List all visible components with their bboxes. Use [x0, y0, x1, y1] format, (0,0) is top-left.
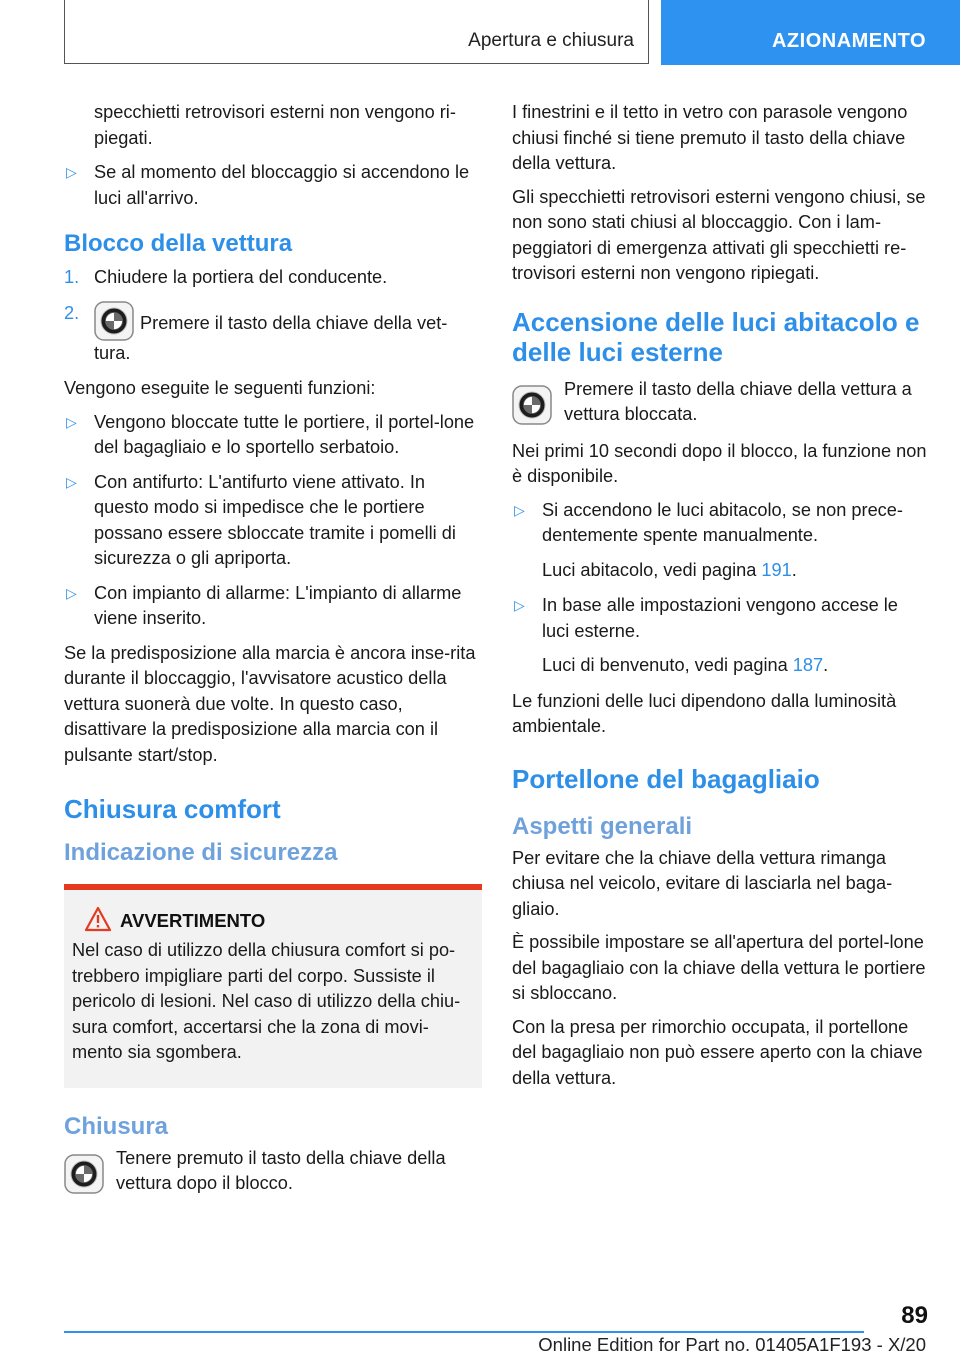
steps-list	[64, 265, 482, 366]
warning-title-text: AVVERTIMENTO	[120, 910, 266, 931]
ref-dot: .	[823, 655, 829, 675]
page-link-191[interactable]: 191	[761, 559, 792, 580]
bullet-list-continued	[64, 100, 482, 211]
right-column	[512, 100, 928, 1099]
warning-text: Nel caso di utilizzo della chiusura comfort si po-trebbero impigliare parti del corpo. Sussiste il pericolo di lesioni. Nel caso di utilizzo della chiu-sura comfort, accertarsi che la zona di movi-mento sia sgombera.	[72, 940, 461, 1062]
list-item	[64, 100, 482, 151]
bullet-triangle-icon: ▷	[66, 473, 77, 490]
ref-luci-abitacolo	[512, 558, 928, 584]
bmw-key-icon	[94, 301, 134, 341]
ref-dot: .	[791, 559, 797, 580]
page-number: 89	[901, 1302, 928, 1329]
bullet-text: specchietti retrovisori esterni non vengono ri-piegati.	[94, 102, 456, 148]
list-item	[64, 581, 482, 632]
step-text: Chiudere la portiera del conducente.	[94, 267, 388, 287]
predisposizione-paragraph: Se la predisposizione alla marcia è ancora inse-rita durante il bloccaggio, l'avvisatore acustico della vettura suonerà due volte. In questo caso, disattivare la predisposizione alla marcia con il pulsante start/stop.	[64, 642, 476, 765]
aspetti-paragraph-1: Per evitare che la chiave della vettura rimanga chiusa nel veicolo, evitare di lasciarla nel baga-gliaio.	[512, 847, 893, 919]
list-item	[64, 470, 482, 572]
section-title: Apertura e chiusura	[468, 30, 634, 51]
finestrini-paragraph: I finestrini e il tetto in vetro con parasole vengono chiusi finché si tiene premuto il tasto della chiave della vettura.	[512, 102, 908, 173]
bullet-text: Con impianto di allarme: L'impianto di allarme viene inserito.	[94, 582, 462, 628]
step-number: 1.	[64, 267, 80, 287]
heading-chiusura-comfort: Chiusura comfort	[64, 794, 281, 824]
aspetti-paragraph-3: Con la presa per rimorchio occupata, il portellone del bagagliaio non può essere aperto con la chiave della vettura.	[512, 1016, 923, 1088]
primi-10-secondi: Nei primi 10 secondi dopo il blocco, la funzione non è disponibile.	[512, 440, 927, 486]
bullet-triangle-icon: ▷	[66, 164, 77, 180]
warning-triangle-icon	[84, 906, 112, 932]
heading-blocco-vettura: Blocco della vettura	[64, 230, 293, 257]
aspetti-paragraph-2: È possibile impostare se all'apertura del portel-lone del bagagliaio con la chiave della vettura le portiere si sbloccano.	[512, 932, 926, 1003]
accensione-key-row	[512, 377, 928, 429]
warning-title	[120, 910, 474, 932]
luci-list	[512, 498, 928, 549]
bullet-text: Con antifurto: L'antifurto viene attivato. In questo modo si impedisce che le portiere possano essere sbloccate tramite i pomelli di sicurezza o gli apriporta.	[94, 471, 456, 568]
functions-list	[64, 410, 482, 632]
bullet-triangle-icon: ▷	[514, 597, 525, 613]
step-number: 2.	[64, 302, 80, 323]
heading-indicazione-sicurezza: Indicazione di sicurezza	[64, 839, 338, 866]
chapter-tab[interactable]	[661, 0, 960, 65]
ref-luci-benvenuto	[512, 653, 928, 679]
heading-chiusura: Chiusura	[64, 1112, 169, 1140]
bmw-key-icon	[512, 385, 552, 430]
bullet-triangle-icon: ▷	[514, 501, 525, 518]
ref-text: Luci abitacolo, vedi pagina	[542, 559, 762, 580]
footer-edition: Online Edition for Part no. 01405A1F193 - X/20	[538, 1334, 926, 1355]
heading-portellone: Portellone del bagagliaio	[512, 763, 820, 794]
accensione-key-text: Premere il tasto della chiave della vettura a vettura bloccata.	[564, 378, 912, 424]
bullet-triangle-icon: ▷	[66, 413, 77, 430]
chiusura-text: Tenere premuto il tasto della chiave della vettura dopo il blocco.	[116, 1147, 446, 1193]
bmw-key-icon	[64, 1154, 104, 1199]
bullet-text: In base alle impostazioni vengono accese le luci esterne.	[542, 595, 898, 641]
list-item	[64, 410, 482, 461]
chiusura-key-row	[64, 1146, 482, 1198]
list-item	[64, 301, 482, 367]
bullet-text: Si accendono le luci abitacolo, se non prece-dentemente spente manualmente.	[542, 499, 903, 545]
list-item	[64, 160, 482, 211]
step-text: Premere il tasto della chiave della vet-tura.	[94, 312, 448, 363]
heading-accensione-luci: Accensione delle luci abitacolo e delle luci esterne	[512, 306, 920, 367]
ref-text: Luci di benvenuto, vedi pagina	[542, 655, 793, 675]
header-section-frame	[64, 0, 649, 64]
chapter-tab-label: AZIONAMENTO	[771, 30, 926, 52]
bullet-triangle-icon: ▷	[66, 584, 77, 601]
left-column	[64, 100, 482, 1208]
footer-divider	[64, 1331, 864, 1333]
functions-intro: Vengono eseguite le seguenti funzioni:	[64, 378, 376, 398]
luminosita-paragraph: Le funzioni delle luci dipendono dalla luminosità ambientale.	[512, 690, 897, 736]
warning-box	[64, 884, 482, 1088]
luci-list-2	[512, 593, 928, 644]
bullet-text: Vengono bloccate tutte le portiere, il portel-lone del bagagliaio e lo sportello serbatoio.	[94, 411, 475, 457]
specchietti-paragraph: Gli specchietti retrovisori esterni vengono chiusi, se non sono stati chiusi al bloccaggio. Con i lam-peggiatori di emergenza attivati gli specchietti re-trovisori esterni non vengono ripiegati.	[512, 186, 926, 283]
list-item	[512, 498, 928, 549]
heading-aspetti-generali: Aspetti generali	[512, 812, 693, 840]
bullet-text: Se al momento del bloccaggio si accendono le luci all'arrivo.	[94, 162, 470, 208]
page-link-187[interactable]: 187	[792, 655, 824, 675]
list-item	[512, 593, 928, 644]
list-item	[64, 265, 482, 291]
